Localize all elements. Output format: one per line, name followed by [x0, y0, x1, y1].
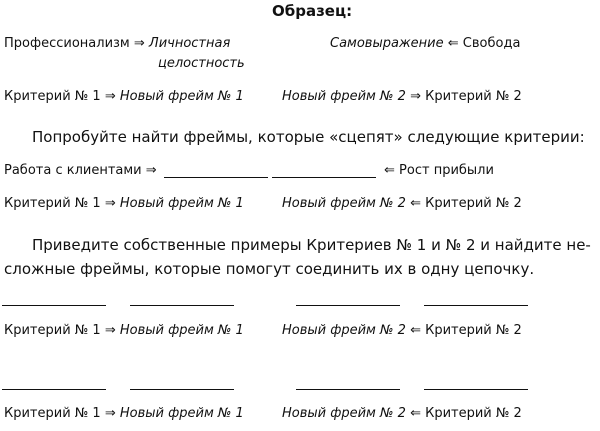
right-arrow-icon: ⇒: [133, 36, 145, 51]
instruction-2-line-1: Приведите собственные примеры Критериев № 1 и № 2 и найдите не-: [32, 236, 591, 254]
criterion-1-label: Критерий № 1: [4, 89, 101, 104]
frame-2-label: Новый фрейм № 2: [282, 323, 406, 338]
criterion-1-label: Критерий № 1: [4, 196, 101, 211]
sample-left-target-line2: целостность: [158, 56, 245, 71]
blank-line: [2, 305, 106, 306]
frame-2-label: Новый фрейм № 2: [282, 196, 406, 211]
frame-2-label: Новый фрейм № 2: [282, 406, 406, 421]
blank-line: [272, 177, 376, 178]
task-1-right: [384, 163, 494, 178]
frame-1-label: Новый фрейм № 1: [119, 406, 244, 421]
blank-line: [296, 389, 400, 390]
sample-right-target: Самовыражение: [330, 36, 444, 51]
criteria-row-left: [4, 323, 244, 338]
task-1-left-start: Работа с клиентами: [4, 163, 142, 178]
instruction-1: Попробуйте найти фреймы, которые «сцепят» следующие критерии:: [32, 128, 585, 146]
right-arrow-icon: ⇒: [104, 323, 116, 338]
blank-line: [424, 305, 528, 306]
right-arrow-icon: ⇒: [145, 163, 157, 178]
left-arrow-icon: ⇐: [410, 196, 421, 211]
blank-line: [130, 389, 234, 390]
criteria-row-left: [4, 89, 244, 104]
frame-1-label: Новый фрейм № 1: [119, 196, 244, 211]
task-1-left: [4, 163, 157, 178]
left-arrow-icon: ⇐: [410, 406, 421, 421]
blank-line: [296, 305, 400, 306]
criteria-row-right: [282, 89, 522, 104]
blank-line: [164, 177, 268, 178]
blank-line: [2, 389, 106, 390]
criteria-row-left: [4, 196, 244, 211]
criterion-2-label: Критерий № 2: [425, 89, 522, 104]
sample-left-chain: [4, 36, 230, 51]
sample-right-chain: [330, 36, 520, 51]
criteria-row-right: [282, 323, 522, 338]
frame-1-label: Новый фрейм № 1: [119, 89, 244, 104]
sample-right-start: Свобода: [462, 36, 521, 51]
page-title: Образец:: [272, 2, 353, 20]
right-arrow-icon: ⇒: [104, 406, 116, 421]
task-1-right-start: Рост прибыли: [399, 163, 494, 178]
criteria-row-left: [4, 406, 244, 421]
criterion-1-label: Критерий № 1: [4, 406, 101, 421]
criteria-row-right: [282, 406, 522, 421]
criteria-row-right: [282, 196, 522, 211]
right-arrow-icon: ⇒: [104, 196, 116, 211]
instruction-2-line-2: сложные фреймы, которые помогут соединить их в одну цепочку.: [4, 260, 535, 278]
sample-left-target: Личностная: [148, 36, 231, 51]
right-arrow-icon: ⇒: [104, 89, 116, 104]
left-arrow-icon: ⇐: [384, 163, 395, 178]
right-arrow-icon: ⇒: [410, 89, 421, 104]
criterion-2-label: Критерий № 2: [425, 406, 522, 421]
criterion-2-label: Критерий № 2: [425, 196, 522, 211]
blank-line: [130, 305, 234, 306]
criterion-2-label: Критерий № 2: [425, 323, 522, 338]
left-arrow-icon: ⇐: [410, 323, 421, 338]
criterion-1-label: Критерий № 1: [4, 323, 101, 338]
left-arrow-icon: ⇐: [447, 36, 459, 51]
frame-1-label: Новый фрейм № 1: [119, 323, 244, 338]
blank-line: [424, 389, 528, 390]
frame-2-label: Новый фрейм № 2: [282, 89, 406, 104]
sample-left-start: Профессионализм: [4, 36, 130, 51]
